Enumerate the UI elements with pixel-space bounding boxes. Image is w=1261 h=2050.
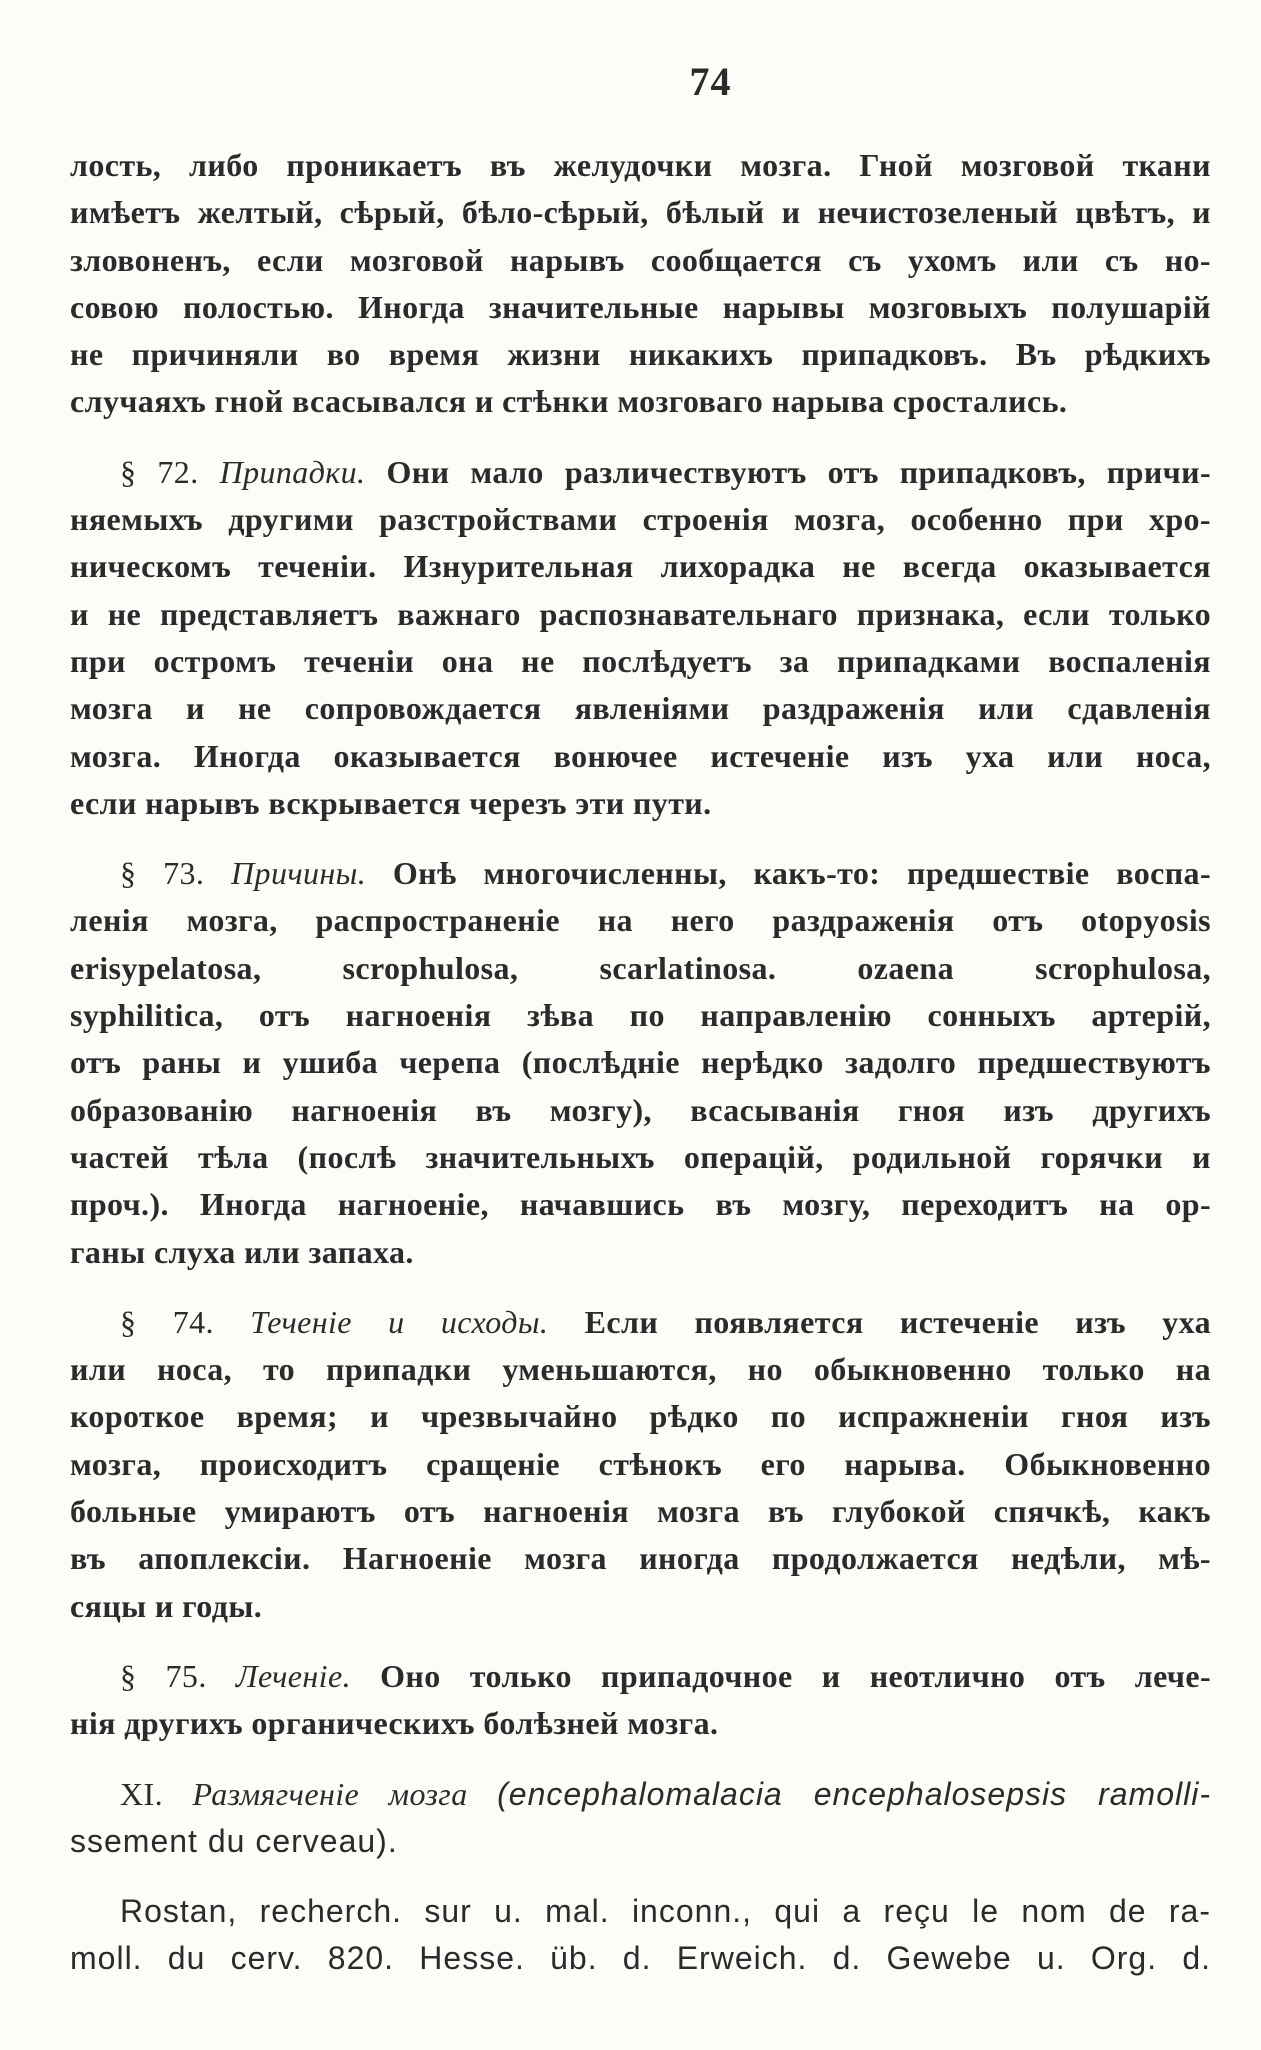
section-number: § 72. xyxy=(120,453,199,490)
section-title: Причины. xyxy=(231,855,367,892)
section-heading-line xyxy=(70,449,1211,496)
text-line: зловоненъ, если мозговой нарывъ сообщается съ ухомъ или съ но- xyxy=(70,241,1211,278)
text-line: или носа, то припадки уменьшаются, но обыкновенно только на xyxy=(70,1351,1211,1388)
section-number: § 73. xyxy=(120,855,205,892)
section-number: § 74. xyxy=(120,1303,214,1340)
paragraph-abscess-contents xyxy=(70,142,1211,426)
text-line: образованію нагноенія въ мозгу), всасыванія гноя изъ другихъ xyxy=(70,1091,1211,1128)
text-line: имѣетъ желтый, сѣрый, бѣло-сѣрый, бѣлый и нечистозеленый цвѣтъ, и xyxy=(70,194,1211,231)
section-title: Припадки. xyxy=(219,453,366,490)
section-74-course-outcomes xyxy=(70,1299,1211,1630)
text-line: syphilitica, отъ нагноенія зѣва по направленію сонныхъ артерій, xyxy=(70,997,1211,1034)
page-number: 74 xyxy=(689,59,732,104)
text-line: Они мало различествуютъ отъ припадковъ, причи- xyxy=(386,453,1212,490)
text-line: ленія мозга, распространеніе на него раздраженія отъ otopyosis xyxy=(70,902,1211,939)
text-line: ганы слуха или запаха. xyxy=(70,1233,414,1270)
text-line: нія другихъ органическихъ болѣзней мозга. xyxy=(70,1705,719,1742)
chapter-number: XI. xyxy=(120,1775,163,1812)
chapter-xi-softening xyxy=(70,1771,1211,1866)
text-line: мозга и не сопровождается явленіями раздраженія или сдавленія xyxy=(70,690,1211,727)
text-line: мозга. Иногда оказывается вонючее истеченіе изъ уха или носа, xyxy=(70,737,1211,774)
section-title: Теченіе и исходы. xyxy=(250,1303,549,1340)
text-line: erisypelatosa, scrophulosa, scarlatinosa. ozaena scrophulosa, xyxy=(70,949,1211,986)
chapter-title: Размягченіе мозга xyxy=(192,1775,468,1812)
section-heading-line xyxy=(70,1653,1211,1700)
text-line: Оно только припадочное и неотлично отъ лече- xyxy=(380,1657,1212,1694)
text-line: въ апоплексіи. Нагноеніе мозга иногда продолжается недѣли, мѣ- xyxy=(70,1540,1211,1577)
section-75-treatment xyxy=(70,1653,1211,1748)
section-73-causes xyxy=(70,850,1211,1276)
section-heading-line xyxy=(70,850,1211,897)
text-line: частей тѣла (послѣ значительныхъ операцій, родильной горячки и xyxy=(70,1138,1211,1175)
section-number: § 75. xyxy=(120,1657,207,1694)
text-line: ническомъ теченіи. Изнурительная лихорадка не всегда оказывается xyxy=(70,548,1211,585)
text-line: Онѣ многочисленны, какъ-то: предшествіе воспа- xyxy=(392,855,1212,892)
text-line: лость, либо проникаетъ въ желудочки мозга. Гной мозговой ткани xyxy=(70,147,1211,183)
text-line: сяцы и годы. xyxy=(70,1587,263,1624)
text-line: отъ раны и ушиба черепа (послѣдніе нерѣдко задолго предшествуютъ xyxy=(70,1044,1211,1081)
text-line: ssement du cerveau). xyxy=(70,1822,398,1859)
text-line: не причиняли во время жизни никакихъ припадковъ. Въ рѣдкихъ xyxy=(70,336,1211,373)
section-72-symptoms xyxy=(70,449,1211,827)
text-line: больные умираютъ отъ нагноенія мозга въ глубокой спячкѣ, какъ xyxy=(70,1493,1211,1530)
text-line: проч.). Иногда нагноеніе, начавшись въ мозгу, переходитъ на ор- xyxy=(70,1186,1211,1223)
section-heading-line xyxy=(70,1299,1211,1346)
text-line: Если появляется истеченіе изъ уха xyxy=(584,1303,1211,1340)
text-line: совою полостью. Иногда значительные нарывы мозговыхъ полушарій xyxy=(70,288,1211,325)
text-line: moll. du cerv. 820. Hesse. üb. d. Erweich. d. Gewebe u. Org. d. xyxy=(70,1940,1211,1977)
bibliography xyxy=(70,1888,1211,1983)
text-line: если нарывъ вскрывается черезъ эти пути. xyxy=(70,784,712,821)
text-line: няемыхъ другими разстройствами строенія мозга, особенно при хро- xyxy=(70,501,1211,538)
text-line: Rostan, recherch. sur u. mal. inconn., qui a reçu le nom de ra- xyxy=(120,1893,1211,1930)
text-line: при остромъ теченіи она не послѣдуетъ за припадками воспаленія xyxy=(70,642,1211,679)
chapter-heading-line xyxy=(70,1771,1211,1818)
text-line: и не представляетъ важнаго распознавательнаго признака, если только xyxy=(70,595,1211,632)
section-title: Леченіе. xyxy=(235,1657,351,1694)
text-line: мозга, происходитъ сращеніе стѣнокъ его нарыва. Обыкновенно xyxy=(70,1445,1211,1482)
text-line: случаяхъ гной всасывался и стѣнки мозговаго нарыва сростались. xyxy=(70,383,1068,420)
text-line: короткое время; и чрезвычайно рѣдко по испражненіи гноя изъ xyxy=(70,1398,1211,1435)
text-line: (encephalomalacia encephalosepsis ramolli- xyxy=(497,1775,1211,1812)
